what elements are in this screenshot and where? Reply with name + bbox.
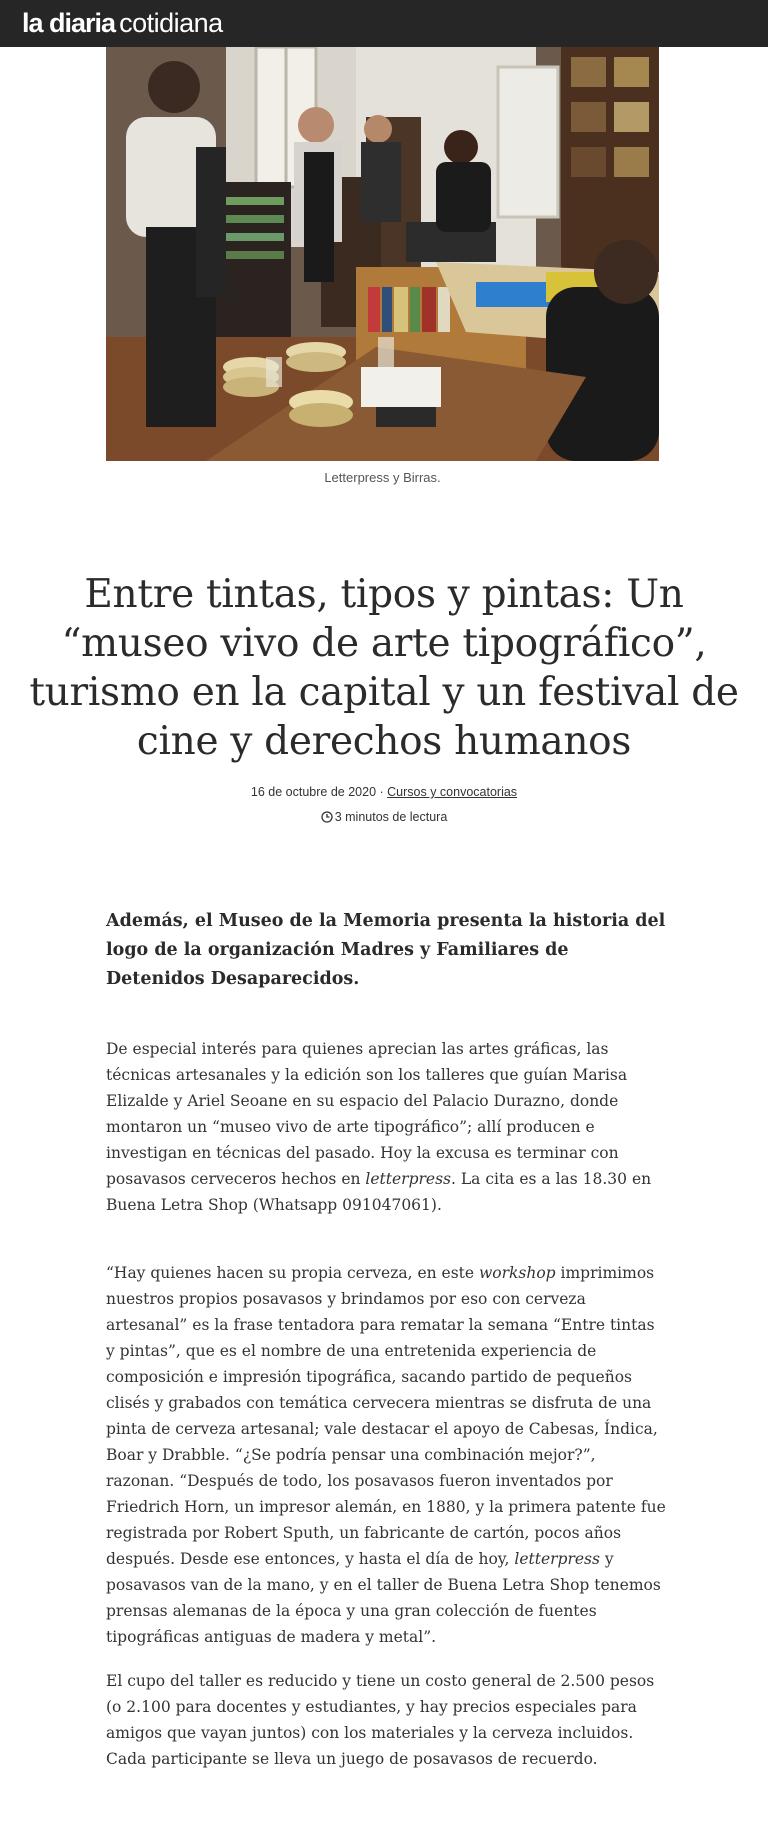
paragraph-2-emphasis-2: letterpress	[514, 1550, 600, 1568]
paragraph-2-emphasis-1: workshop	[479, 1264, 556, 1282]
paragraph-3: El cupo del taller es reducido y tiene un costo general de 2.500 pesos (o 2.100 para docentes y estudiantes, y hay precios especiales para amigos que vayan juntos) con los materiales y la cerveza incluidos. Cada participante se lleva un juego de posavasos de recuerdo.	[106, 1672, 655, 1768]
paragraph-1-emphasis: letterpress	[365, 1170, 451, 1188]
brand-section: cotidiana	[119, 8, 223, 38]
paragraph-1	[106, 1036, 666, 1218]
article-date: 16 de octubre de 2020	[250, 785, 377, 799]
paragraph-1-text-b: . La cita es a las 18.30 en Buena Letra Shop (Whatsapp 091047061).	[106, 1170, 652, 1214]
site-logo[interactable]	[22, 6, 223, 40]
read-time	[0, 810, 768, 824]
clock-icon	[321, 811, 333, 823]
section-link[interactable]: Cursos y convocatorias	[387, 785, 518, 799]
article-photo	[106, 47, 659, 461]
read-time-label: 3 minutos de lectura	[334, 810, 448, 824]
site-header	[0, 0, 768, 47]
meta-separator: ·	[376, 785, 388, 799]
paragraph-2	[106, 1260, 666, 1650]
article-title: Entre tintas, tipos y pintas: Un “museo vivo de arte tipográfico”, turismo en la capital y un festival de cine y derechos humanos	[29, 572, 739, 764]
paragraph-2-text-b: imprimimos nuestros propios posavasos y brindamos por eso con cerveza artesanal” es la frase tentadora para rematar la semana “Entre tintas y pintas”, que es el nombre de una entretenida experiencia de composición e impresión tipográfica, sacando partido de pequeños clisés y grabados con temática cervecera mientras se disfruta de una pinta de cerveza artesanal; vale destacar el apoyo de Cabesas, Índica, Boar y Drabble. “¿Se podría pensar una combinación mejor?”, razonan. “Después de todo, los posavasos fueron inventados por Friedrich Horn, un impresor alemán, en 1880, y la primera patente fue registrada por Robert Sputh, un fabricante de cartón, pocos años después. Desde ese entonces, y hasta el día de hoy,	[106, 1264, 666, 1568]
brand-name: la diaria	[22, 8, 116, 38]
paragraph-1-text-a: De especial interés para quienes aprecian las artes gráficas, las técnicas artesanales y la edición son los talleres que guían Marisa Elizalde y Ariel Seoane en su espacio del Palacio Durazno, donde montaron un “museo vivo de arte tipográfico”; allí producen e investigan en técnicas del pasado. Hoy la excusa es terminar con posavasos cerveceros hechos en	[106, 1040, 628, 1188]
photo-caption: Letterpress y Birras.	[324, 470, 441, 485]
paragraph-2-text-c: y posavasos van de la mano, y en el taller de Buena Letra Shop tenemos prensas alemanas de la época y una gran colección de fuentes tipográficas antiguas de madera y metal”.	[106, 1550, 661, 1646]
article-lead: Además, el Museo de la Memoria presenta la historia del logo de la organización Madres y Familiares de Detenidos Desaparecidos.	[106, 911, 666, 989]
paragraph-2-text-a: “Hay quienes hacen su propia cerveza, en este	[106, 1264, 479, 1282]
article-meta	[0, 785, 768, 799]
